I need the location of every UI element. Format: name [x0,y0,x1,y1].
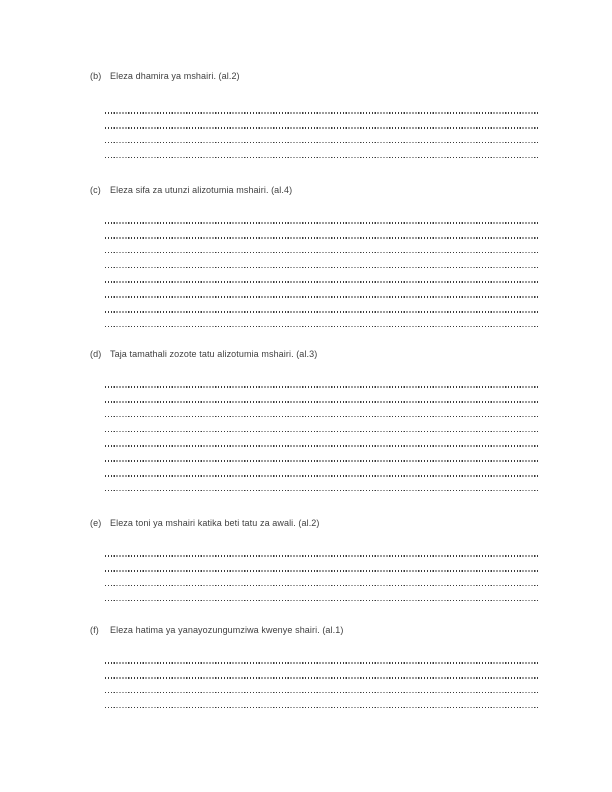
question-row [90,517,538,529]
answer-line [105,417,538,432]
question-d [90,348,538,491]
question-text: Eleza sifa za utunzi alizotumia mshairi. [110,185,269,195]
answer-lines [105,209,538,327]
answer-line [105,298,538,313]
answer-line [105,586,538,601]
answer-line [105,239,538,254]
question-text: Eleza dhamira ya mshairi. [110,71,217,81]
answer-lines [105,542,538,601]
question-row [90,184,538,196]
answer-line [105,557,538,572]
question-c [90,184,538,327]
question-text: Eleza hatima ya yanayozungumziwa kwenye shairi. [110,625,320,635]
answer-line [105,209,538,224]
answer-lines [105,649,538,708]
answer-line [105,313,538,328]
answer-line [105,143,538,158]
question-text: Eleza toni ya mshairi katika beti tatu za awali. [110,518,296,528]
question-marks: (al.3) [296,349,318,359]
answer-line [105,447,538,462]
question-marks: (al.1) [322,625,344,635]
answer-line [105,283,538,298]
question-marks: (al.2) [298,518,320,528]
question-b [90,70,538,158]
answer-line [105,253,538,268]
answer-line [105,388,538,403]
answer-line [105,477,538,492]
answer-line [105,649,538,664]
question-row [90,348,538,360]
question-row [90,70,538,82]
answer-line [105,664,538,679]
question-label: (f) [90,625,99,635]
answer-line [105,373,538,388]
question-label: (d) [90,349,102,359]
question-f [90,624,538,708]
answer-line [105,542,538,557]
answer-line [105,224,538,239]
question-text: Taja tamathali zozote tatu alizotumia mshairi. [110,349,294,359]
question-row [90,624,538,636]
answer-line [105,572,538,587]
answer-lines [105,99,538,158]
answer-line [105,693,538,708]
answer-line [105,432,538,447]
answer-line [105,114,538,129]
question-label: (e) [90,518,102,528]
question-label: (b) [90,71,102,81]
answer-lines [105,373,538,491]
answer-line [105,129,538,144]
question-label: (c) [90,185,101,195]
question-e [90,517,538,601]
answer-line [105,462,538,477]
answer-line [105,679,538,694]
answer-line [105,268,538,283]
question-marks: (al.2) [218,71,240,81]
answer-line [105,99,538,114]
answer-line [105,403,538,418]
question-marks: (al.4) [271,185,293,195]
